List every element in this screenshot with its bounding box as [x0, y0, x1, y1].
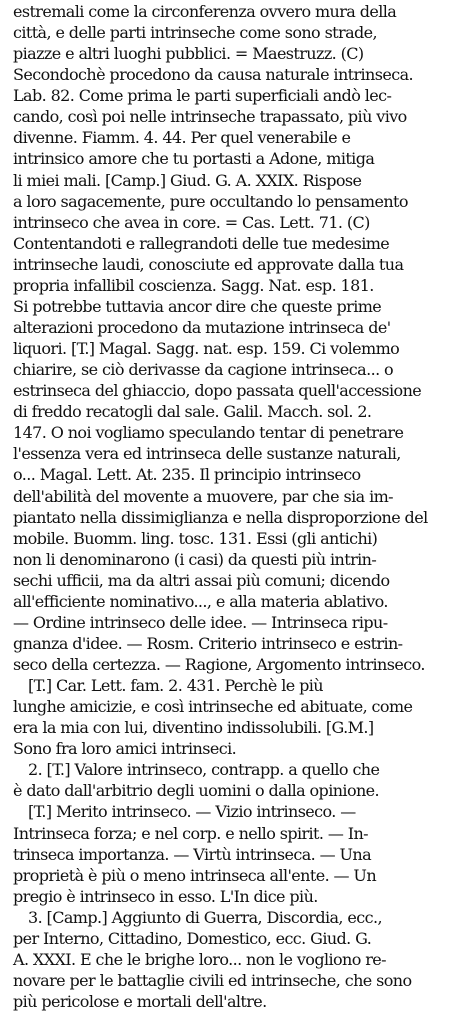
text-line: [T.] Car. Lett. fam. 2. 431. Perchè le più [28, 676, 323, 695]
text-line: piazze e altri luoghi pubblici. = Maestruzz. (C) [13, 44, 364, 64]
text-line: Lab. 82. Come prima le parti superficiali andò lec- [13, 86, 392, 106]
text-line: 147. O noi vogliamo speculando tentar di penetrare [13, 423, 404, 443]
text-line: l'essenza vera ed intrinseca delle sustanze naturali, [13, 444, 401, 464]
text-line: intrinsico amore che tu portasti a Adone, mitiga [13, 149, 375, 169]
text-line: per Interno, Cittadino, Domestico, ecc. Giud. G. [13, 928, 372, 948]
text-line: Secondochè procedono da causa naturale intrinseca. [13, 65, 414, 85]
text-line: o... Magal. Lett. At. 235. Il principio intrinseco [13, 465, 361, 485]
text-line: estrinseca del ghiaccio, dopo passata quell'accessione [13, 381, 422, 401]
text-line: A. XXXI. E che le brighe loro... non le vogliono re- [13, 949, 386, 969]
text-line: era la mia con lui, diventino indissolubili. [G.M.] [13, 718, 374, 738]
text-line: divenne. Fiamm. 4. 44. Per quel venerabile e [13, 128, 351, 148]
text-line: mobile. Buomm. ling. tosc. 131. Essi (gli antichi) [13, 528, 378, 548]
text-line: propria infallibil coscienza. Sagg. Nat. esp. 181. [13, 275, 374, 295]
text-line: trinseca importanza. — Virtù intrinseca. — Una [13, 844, 372, 864]
text-line: lunghe amicizie, e così intrinseche ed abituate, come [13, 697, 413, 717]
text-line: Intrinseca forza; e nel corp. e nello spirit. — In- [13, 823, 368, 843]
text-line: sechi ufficii, ma da altri assai più comuni; dicendo [13, 570, 390, 590]
text-line: chiarire, se ciò derivasse da cagione intrinseca... o [13, 360, 394, 380]
text-line: più pericolose e mortali dell'altre. [13, 992, 267, 1011]
text-line: città, e delle parti intrinseche come sono strade, [13, 23, 378, 43]
text-line: pregio è intrinseco in esso. L'In dice più. [13, 886, 318, 906]
text-line: Si potrebbe tuttavia ancor dire che queste prime [13, 296, 382, 316]
text-line: li miei mali. [Camp.] Giud. G. A. XXIX. Rispose [13, 170, 362, 190]
text-line: 3. [Camp.] Aggiunto di Guerra, Discordia, ecc., [28, 907, 382, 927]
text-line: intrinseco che avea in core. = Cas. Lett. 71. (C) [13, 212, 370, 232]
text-line: 2. [T.] Valore intrinseco, contrapp. a quello che [28, 760, 380, 780]
text-line: intrinseche laudi, conosciute ed approvate dalla tua [13, 254, 404, 274]
text-line: non li denominarono (i casi) da questi più intrin- [13, 549, 377, 569]
text-line: alterazioni procedono da mutazione intrinseca de' [13, 318, 391, 337]
text-line: piantato nella dissimiglianza e nella disproporzione del [13, 507, 428, 527]
text-line: estremali come la circonferenza ovvero mura della [13, 2, 397, 21]
text-line: Sono fra loro amici intrinseci. [13, 739, 237, 759]
text-line: Contentandoti e rallegrandoti delle tue medesime [13, 233, 390, 253]
text-line: gnanza d'idee. — Rosm. Criterio intrinseco e estrin- [13, 633, 403, 653]
text-line: proprietà è più o meno intrinseca all'ente. — Un [13, 865, 377, 885]
text-line: [T.] Merito intrinseco. — Vizio intrinseco. — [28, 802, 356, 822]
text-line: di freddo recatogli dal sale. Galil. Macch. sol. 2. [13, 402, 372, 422]
text-line: liquori. [T.] Magal. Sagg. nat. esp. 159. Ci volemmo [13, 339, 400, 358]
text-line: novare per le battaglie civili ed intrinseche, che sono [13, 970, 412, 990]
text-line: dell'abilità del movente a muovere, par che sia im- [13, 486, 393, 506]
text-line: all'efficiente nominativo..., e alla materia ablativo. [13, 591, 388, 611]
text-line: seco della certezza. — Ragione, Argomento intrinseco. [13, 655, 425, 674]
text-line: a loro sagacemente, pure occultando lo pensamento [13, 191, 408, 211]
text-line: è dato dall'arbitrio degli uomini o dalla opinione. [13, 781, 380, 801]
text-line: — Ordine intrinseco delle idee. — Intrinseca ripu- [13, 612, 388, 632]
text-line: cando, così poi nelle intrinseche trapassato, più vivo [13, 107, 407, 127]
